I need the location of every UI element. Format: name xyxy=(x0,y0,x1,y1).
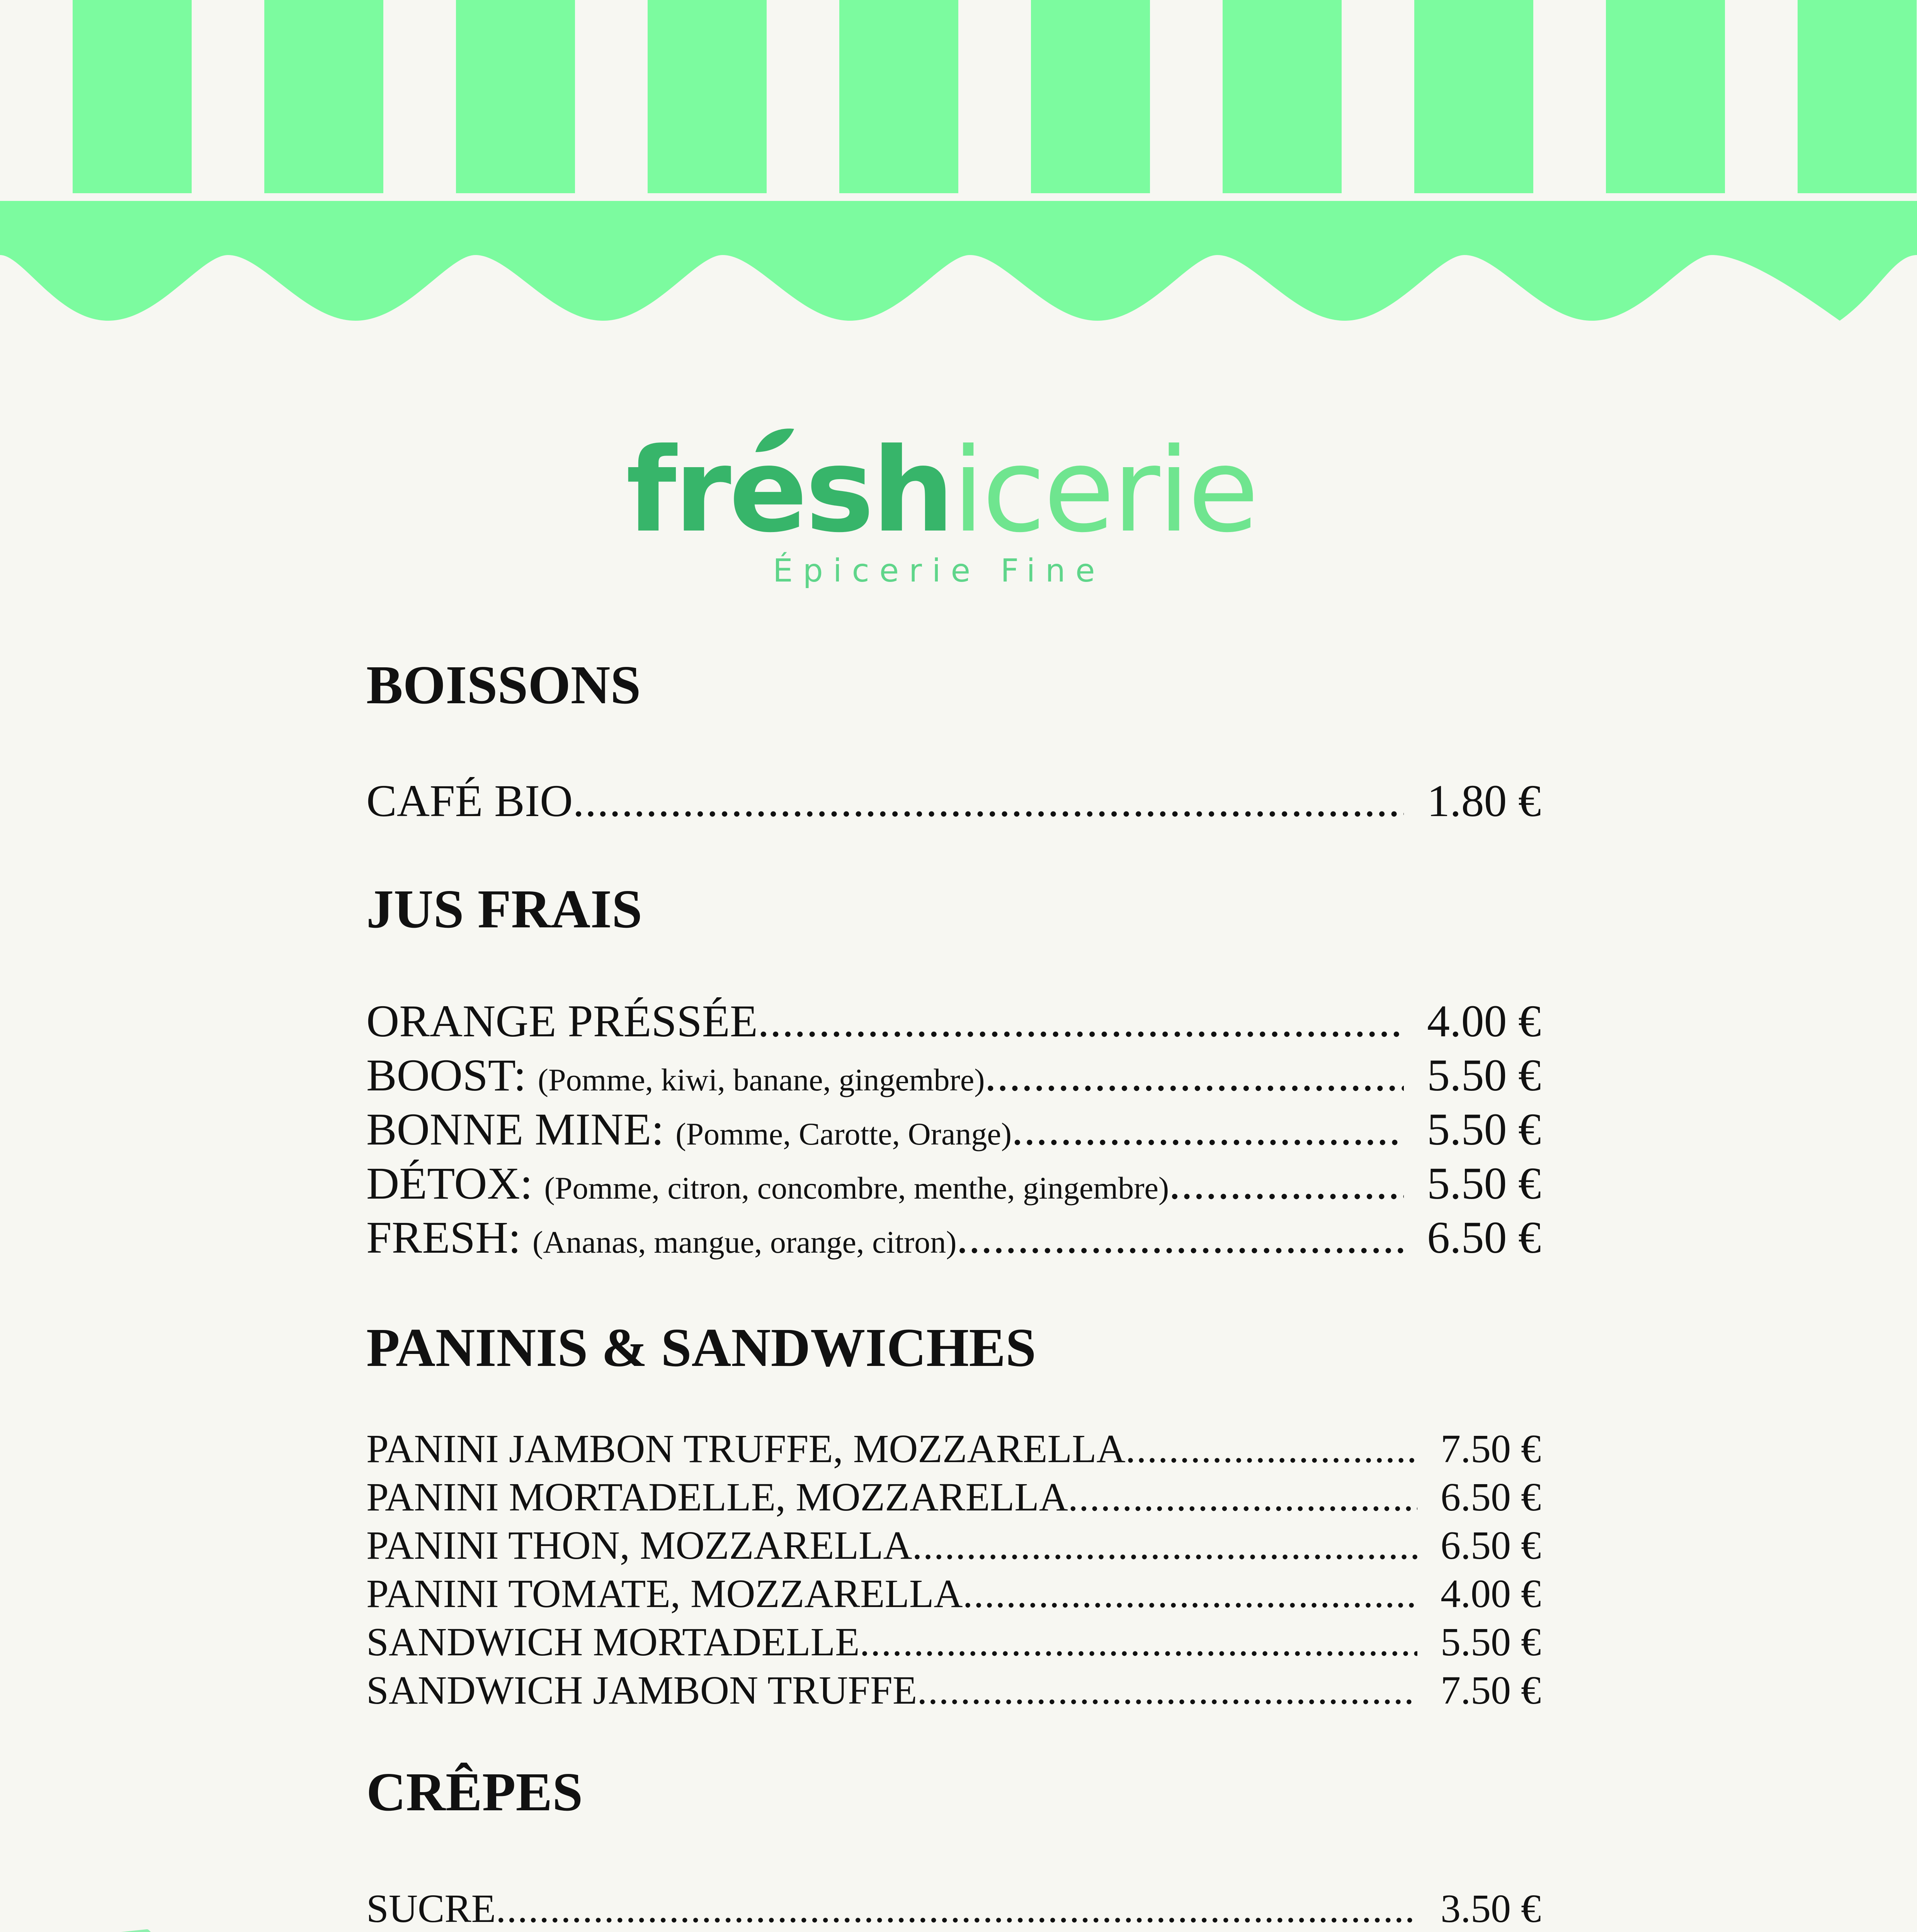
item-price: 5.50 € xyxy=(1427,1158,1541,1209)
leader-dots xyxy=(860,1619,1417,1665)
item-name: PANINI JAMBON TRUFFE, MOZZARELLA xyxy=(366,1427,1126,1471)
item-name: FRESH: xyxy=(366,1212,521,1263)
menu-item xyxy=(366,1619,1541,1665)
menu-item xyxy=(366,1426,1541,1472)
leader-dots xyxy=(573,775,1404,827)
item-name: PANINI MORTADELLE, MOZZARELLA xyxy=(366,1475,1068,1519)
leader-dots xyxy=(758,995,1404,1048)
awning-stripes xyxy=(0,0,1917,193)
leader-dots xyxy=(1126,1426,1417,1472)
menu-item xyxy=(366,1522,1541,1568)
item-description: (Ananas, mangue, orange, citron) xyxy=(532,1225,957,1260)
logo-fresh: fresh xyxy=(626,423,953,558)
item-price: 5.50 € xyxy=(1427,1104,1541,1155)
menu-item xyxy=(366,995,1541,1048)
leader-dots xyxy=(1169,1157,1404,1210)
item-name: CAFÉ BIO xyxy=(366,776,573,826)
leader-dots xyxy=(1068,1474,1417,1520)
item-description: (Pomme, Carotte, Orange) xyxy=(675,1116,1012,1151)
awning-header xyxy=(0,0,1917,336)
item-name: PANINI THON, MOZZARELLA xyxy=(366,1523,912,1568)
leader-dots xyxy=(917,1667,1417,1713)
menu-item xyxy=(366,1474,1541,1520)
item-price: 7.50 € xyxy=(1441,1668,1541,1713)
leader-dots xyxy=(985,1049,1404,1102)
item-name: ORANGE PRÉSSÉE xyxy=(366,996,758,1046)
item-price: 6.50 € xyxy=(1441,1475,1541,1519)
leader-dots xyxy=(963,1571,1417,1617)
menu-item xyxy=(366,1103,1541,1156)
brand-logo xyxy=(626,425,1291,591)
menu-item xyxy=(366,1049,1541,1102)
logo-icerie: icerie xyxy=(952,423,1257,558)
item-name: PANINI TOMATE, MOZZARELLA xyxy=(366,1571,963,1616)
item-name: SANDWICH JAMBON TRUFFE xyxy=(366,1668,917,1713)
item-description: (Pomme, citron, concombre, menthe, gingembre) xyxy=(544,1170,1169,1206)
logo-wordmark xyxy=(626,423,1257,558)
menu-item xyxy=(366,1667,1541,1713)
logo-tagline: Épicerie Fine xyxy=(773,553,1105,589)
item-price: 6.50 € xyxy=(1427,1212,1541,1263)
item-price: 1.80 € xyxy=(1427,776,1541,826)
menu-item xyxy=(366,1211,1541,1264)
menu-item xyxy=(366,1157,1541,1210)
section-title-boissons: BOISSONS xyxy=(366,654,641,715)
menu-item xyxy=(366,1571,1541,1617)
leader-dots xyxy=(912,1522,1417,1568)
item-price: 4.00 € xyxy=(1427,996,1541,1046)
item-name: DÉTOX: xyxy=(366,1158,533,1209)
item-price: 4.00 € xyxy=(1441,1571,1541,1616)
section-title-jus: JUS FRAIS xyxy=(366,878,643,939)
leader-dots xyxy=(957,1211,1404,1264)
item-name: BONNE MINE: xyxy=(366,1104,664,1155)
item-price: 5.50 € xyxy=(1427,1050,1541,1100)
leader-dots xyxy=(1012,1103,1404,1156)
item-name: SUCRE xyxy=(366,1886,496,1931)
item-price: 6.50 € xyxy=(1441,1523,1541,1568)
menu-item xyxy=(366,775,1541,827)
item-description: (Pomme, kiwi, banane, gingembre) xyxy=(538,1062,985,1097)
awning-scallops xyxy=(0,232,1917,336)
vegetable-illustrations xyxy=(0,1917,1917,1932)
item-price: 3.50 € xyxy=(1441,1886,1541,1931)
item-price: 5.50 € xyxy=(1441,1620,1541,1664)
item-name: BOOST: xyxy=(366,1050,526,1100)
section-title-crepes: CRÊPES xyxy=(366,1761,583,1822)
item-name: SANDWICH MORTADELLE xyxy=(366,1620,860,1664)
item-price: 7.50 € xyxy=(1441,1427,1541,1471)
section-title-paninis: PANINIS & SANDWICHES xyxy=(366,1317,1036,1378)
